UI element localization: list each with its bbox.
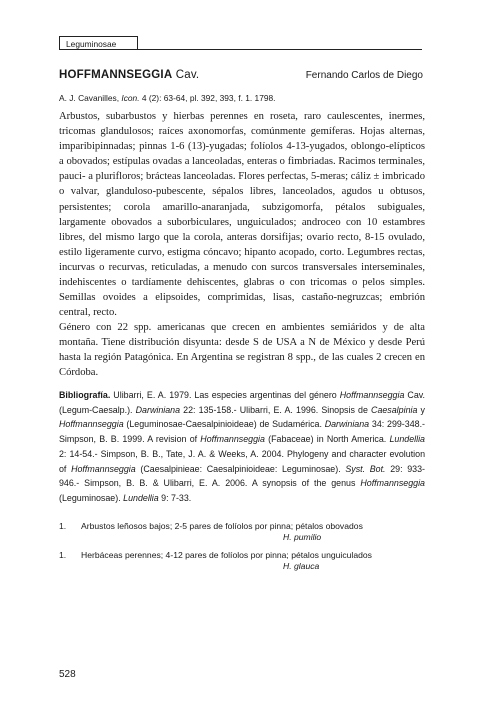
description-paragraph: Arbustos, subarbustos y hierbas perennes en roseta, raro caulescentes, inermes, tricomas glandulosos; raíces axonomorfas, comúnmente gemíferas. Hojas alternas, imparibipinnadas; pinnas 1-6 (13)-yugadas; folíolos 4-13-yugados, oblongo-elípticos a obovados; estípulas ovadas a lanceoladas, enteras o fimbriadas. Racimos terminales, pauci- a plurifloros; brácteas lanceoladas. Flores perfectas, 5-meras; cáliz ± imbricado o valvar, glanduloso-pubescente, sépalos libres, lanceolados, agudos u obtusos, persistentes; corola amarillo-anaranjada, subzigomorfa, pétalos subiguales, largamente obovados a suborbiculares, unguiculados; androceo con 10 estambres libres, del mismo largo que la corola, anteras dorsifijas; ovario recto, 8-15 ovulado, estilo ligeramente curvo, estigma cóncavo; hipanto acopado, corto. Legumbres rectas, incurvas o recurvas, reticuladas, a menudo con surcos transversales interseminales, indehiscentes o tardíamente dehiscentes, glabras o con tricomas o pelos simples. Semillas ovoides a elipsoides, comprimidas, lisas, castaño-negruzcas; embrión central, recto. (59, 111, 425, 319)
bib-journal: Darwiniana (135, 404, 181, 415)
bib-journal: Darwiniana (324, 419, 370, 430)
bib-taxon: Caesalpinia (371, 404, 418, 415)
bib-taxon: Hoffmannseggia (71, 463, 136, 474)
bib-text: Ulibarri, E. A. 1979. Las especies argentinas del género (110, 390, 340, 400)
bib-taxon: Hoffmannseggia (200, 434, 265, 445)
title-row (59, 69, 423, 85)
bib-journal: Lundellia (123, 492, 159, 503)
genus-title (59, 69, 199, 81)
bib-taxon: Hoffmannseggia (339, 390, 405, 400)
bib-text: (Fabaceae) in North America. (264, 434, 390, 445)
section-header: Leguminosae (59, 36, 138, 50)
bib-text: Cav. (Legum-Caesalp.). (59, 390, 425, 415)
bib-taxon: Hoffmannseggia (59, 419, 124, 430)
key-couplet-1b (59, 550, 425, 574)
citation (59, 93, 276, 103)
key-number: 1. (59, 521, 67, 531)
bib-text: (Caesalpinieae: Caesalpinioideae: Leguminosae). (135, 463, 346, 474)
treatment-author: Fernando Carlos de Diego (305, 70, 423, 81)
bib-text: (Leguminosae-Caesalpinioideae) de Sudamérica. (123, 419, 325, 430)
bibliography-label: Bibliografía. (59, 390, 111, 400)
bib-text: (Leguminosae). (59, 492, 124, 503)
bib-text: y (417, 404, 425, 415)
citation-pre: A. J. Cavanilles, (59, 93, 122, 103)
key-result-taxon: H. glauca (283, 561, 320, 571)
bib-text: 9: 7-33. (158, 492, 192, 503)
key-result-taxon: H. pumilio (283, 532, 322, 542)
key-lead-text: Arbustos leñosos bajos; 2-5 pares de folíolos por pinna; pétalos obovados (81, 521, 363, 531)
bib-text: 22: 135-158.- Ulibarri, E. A. 1996. Sinopsis de (180, 404, 372, 415)
bib-journal: Lundellia (389, 434, 425, 445)
citation-post: 4 (2): 63-64, pl. 392, 393, f. 1. 1798. (139, 93, 276, 103)
distribution-paragraph: Género con 22 spp. americanas que crecen en ambientes semiáridos y de alta montaña. Tiene distribución disyunta: desde S de USA a N de México y desde Perú hasta la región Patagónica. En Argentina se registran 8 spp., de las cuales 2 crecen en Córdoba. (59, 322, 425, 379)
bibliography (59, 388, 425, 506)
bib-text: 29: 933-946.- Simpson, B. B. & Ulibarri, E. A. 2006. A synopsis of the genus (59, 463, 425, 489)
bib-text: 2: 14-54.- Simpson, B. B., Tate, J. A. & Weeks, A. 2004. Phylogeny and character evolution of (59, 448, 425, 474)
bib-journal: Syst. Bot. (345, 463, 386, 474)
citation-journal: Icon. (121, 93, 140, 103)
genus-authority: Cav. (172, 69, 200, 81)
key-lead-text: Herbáceas perennes; 4-12 pares de folíolos por pinna; pétalos unguiculados (81, 550, 372, 560)
key-couplet-1a (59, 521, 425, 545)
header-rule (138, 49, 422, 50)
genus-name: HOFFMANNSEGGIA (59, 69, 173, 81)
key-number: 1. (59, 550, 67, 560)
bib-taxon: Hoffmannseggia (360, 478, 425, 489)
page-number: 528 (59, 669, 76, 680)
bib-text: 34: 299-348.- Simpson, B. B. 1999. A revision of (59, 419, 425, 445)
